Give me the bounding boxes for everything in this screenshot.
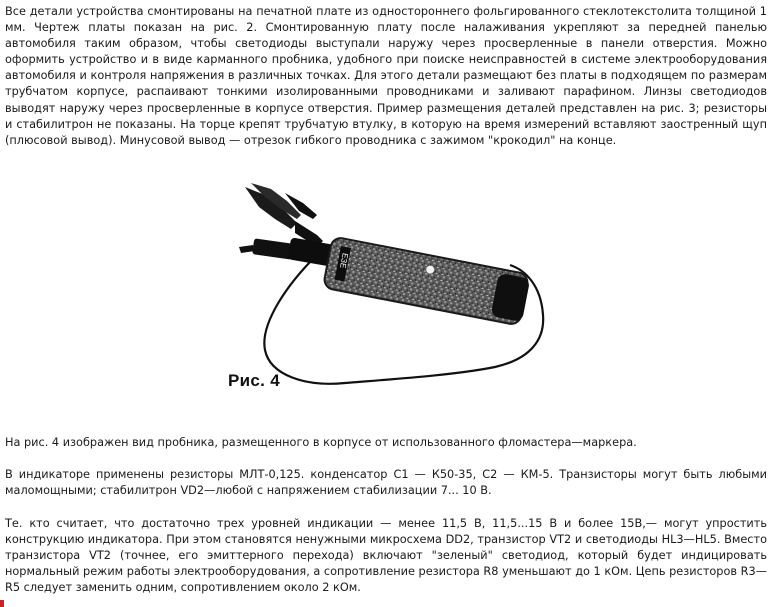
crocodile-clip <box>245 183 323 247</box>
probe-body <box>323 236 531 326</box>
probe-label: ЕЗЕ <box>337 252 350 270</box>
components-paragraph: В индикаторе применены резисторы МЛТ-0,125. конденсатор С1 — К50-35, С2 — КМ-5. Транзисторы могут быть любыми маломощными; стабилитрон VD2—любой с напряжением стабилизации 7... 10 В. <box>5 468 767 498</box>
figure-description-paragraph: На рис. 4 изображен вид пробника, размещенного в корпусе от использованного фломастера—маркера. <box>5 436 637 449</box>
page-corner-marker <box>0 600 4 607</box>
figure-caption: Рис. 4 <box>228 371 280 390</box>
simplification-paragraph: Те. кто считает, что достаточно трех уровней индикации — менее 11,5 В, 11,5...15 В и более 15В,— могут упростить конструкцию индикатора. При этом становятся ненужными микросхема DD2, транзистор VT2 и светодиоды HL3—HL5. Вместо транзистора VT2 (точнее, его эмиттерного перехода) включают "зеленый" светодиод, который будет индицировать нормальный режим работы электрооборудования, а сопротивление резистора R8 уменьшают до 1 кОм. Цепь резисторов R3—R5 следует заменить одним, сопротивлением около 2 кОм. <box>5 517 767 595</box>
intro-paragraph: Все детали устройства смонтированы на печатной плате из одностороннего фольгированного стеклотекстолита толщиной 1 мм. Чертеж платы показан на рис. 2. Смонтированную плату после налаживания укрепляют за передней панелью автомобиля таким образом, чтобы светодиоды выступали наружу через просверленные в панели отверстия. Можно оформить устройство и в виде карманного пробника, удобного при поиске неисправностей в системе электрооборудования автомобиля и контроля напряжения в различных точках. Для этого детали размещают без платы в подходящем по размерам трубчатом корпусе, распаивают тонкими изолированными проводниками и заливают парафином. Линзы светодиодов выводят наружу через просверленные в корпусе отверстия. Пример размещения деталей представлен на рис. 3; резисторы и стабилитрон не показаны. На торце крепят трубчатую втулку, в которую на время измерений вставляют заостренный щуп (плюсовой вывод). Минусовой вывод — отрезок гибкого проводника с зажимом "крокодил" на конце. <box>5 5 767 147</box>
